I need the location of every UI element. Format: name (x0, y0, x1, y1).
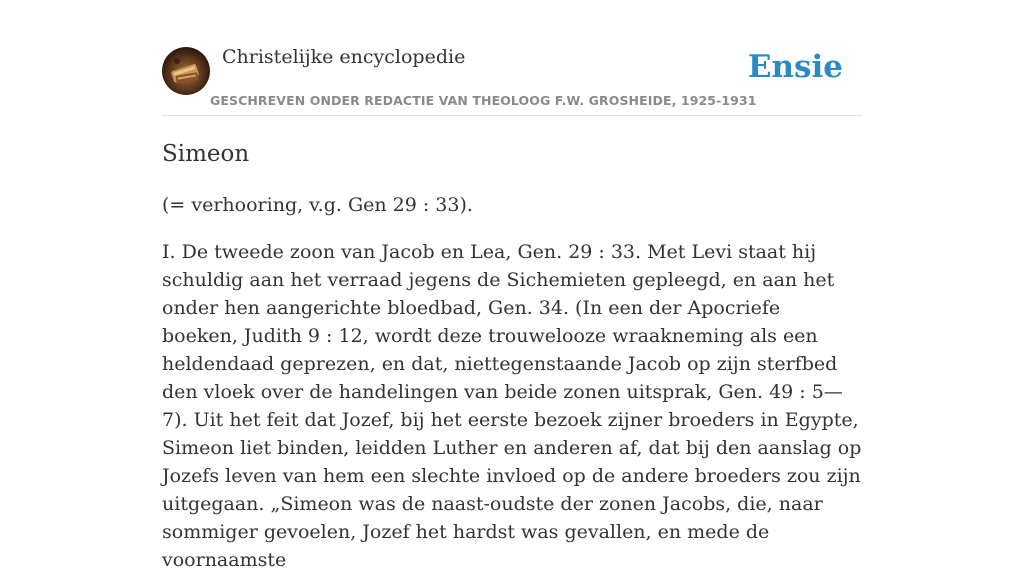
site-avatar-icon[interactable] (162, 47, 210, 95)
article (162, 136, 862, 574)
article-paragraph-etymology: (= verhooring, v.g. Gen 29 : 33). (162, 194, 473, 216)
article-paragraph-body: I. De tweede zoon van Jacob en Lea, Gen. 29 : 33. Met Levi staat hij schuldig aan het verraad jegens de Sichemieten gepleegd, en aan het onder hen aangerichte bloedbad, Gen. 34. (In een der Apocriefe boeken, Judith 9 : 12, wordt deze trouwelooze wraakneming als een heldendaad geprezen, en dat, niettegenstaande Jacob op zijn sterfbed den vloek over de handelingen van beide zonen uitsprak, Gen. 49 : 5—7). Uit het feit dat Jozef, bij het eerste bezoek zijner broeders in Egypte, Simeon liet binden, leidden Luther en anderen af, dat bij den aanslag op Jozefs leven van hem een slechte invloed op de andere broeders zou zijn uitgegaan. „Simeon was de naast-oudste der zonen Jacobs, die, naar sommiger gevoelen, Jozef het hardst was gevallen, en mede de voornaamste (162, 241, 862, 571)
site-header (162, 46, 862, 116)
header-divider (162, 115, 862, 116)
article-title: Simeon (162, 141, 250, 167)
site-subtitle: GESCHREVEN ONDER REDACTIE VAN THEOLOOG F.W. GROSHEIDE, 1925-1931 (210, 93, 757, 108)
site-title[interactable]: Christelijke encyclopedie (222, 46, 466, 68)
brand-logo[interactable]: Ensie (747, 49, 843, 85)
